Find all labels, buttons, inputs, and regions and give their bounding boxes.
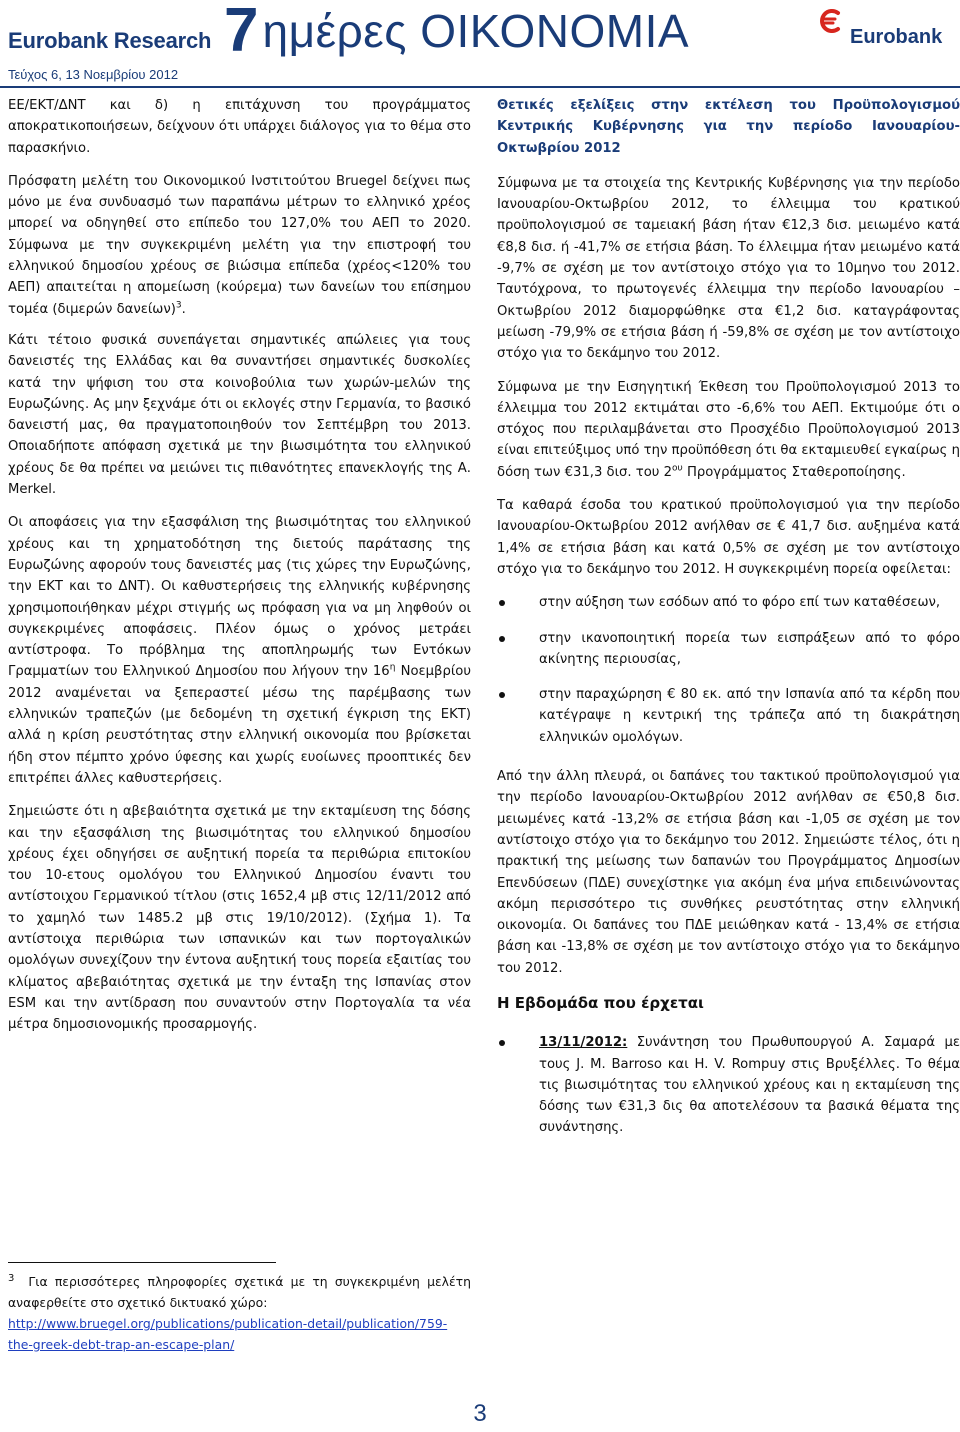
agenda-item: 13/11/2012: Συνάντηση του Πρωθυπουργού Α. Σαμαρά με τους J. M. Barroso και H. V. Rompuy στις Βρυξέλλες. Το θέμα τις βιωσιμότητας του ελληνικού χρέους και η εκταμίευση της δόσης των €31,3 δις θα αποτελέσουν τα βασικά θέματα της συνάντησης. — [497, 1032, 960, 1138]
footnote-rule — [8, 1262, 276, 1263]
bullet-icon — [499, 1040, 505, 1046]
eurobank-logo — [806, 4, 956, 60]
footnote-ref: 3 — [175, 300, 182, 311]
eurobank-logo-icon — [816, 6, 846, 36]
week-ahead-heading: Η Εβδομάδα που έρχεται — [497, 993, 704, 1012]
left-column — [8, 95, 471, 1047]
footnote-link[interactable]: http://www.bruegel.org/publications/publication-detail/publication/759-the-greek-debt-trap-an-escape-plan/ — [8, 1316, 448, 1353]
issue-date: Τεύχος 6, 13 Νοεμβρίου 2012 — [8, 67, 179, 82]
budget-heading: Θετικές εξελίξεις στην εκτέλεση του Προϋπολογισμού Κεντρικής Κυβέρνησης για την περίοδο Ιανουαρίου-Οκτωβρίου 2012 — [497, 98, 960, 156]
right-paragraph-4: Από την άλλη πλευρά, οι δαπάνες του τακτικού προϋπολογισμού για την περίοδο Ιανουαρίου-Οκτωβρίου 2012 ανήλθαν σε €50,8 δισ. μειωμένες κατά -13,2% σε ετήσια βάση και -1,05 σε σχέση με τον αντίστοιχο στόχο για το δεκάμηνο του 2012. Σημειώστε τέλος, ότι η πρακτική της μείωσης των δαπανών του Προγράμματος Δημοσίων Επενδύσεων (ΠΔΕ) συνεχίστηκε για ακόμη ένα μήνα επιδεινώνοντας ακόμη περισσότερο τις συνθήκες ρευστότητας στην ελληνική οικονομία. Οι δαπάνες του ΠΔΕ μειώθηκαν κατά - 13,4% σε ετήσια βάση και -13,8% σε σχέση με τον αντίστοιχο στόχο για το δεκάμηνο του 2012. — [497, 769, 960, 976]
list-item: στην ικανοποιητική πορεία των εισπράξεων από το φόρο ακίνητης περιουσίας, — [497, 628, 960, 671]
bullet-icon — [499, 600, 505, 606]
footnote — [8, 1268, 471, 1355]
list-item: στην παραχώρηση € 80 εκ. από την Ισπανία από τα κέρδη που κατέγραψε η κεντρική της τράπεζα από τη διακράτηση ελληνικών ομολόγων. — [497, 684, 960, 748]
right-paragraph-3: Τα καθαρά έσοδα του κρατικού προϋπολογισμού για την περίοδο Ιανουαρίου-Οκτωβρίου 2012 ανήλθαν σε € 41,7 δισ. αυξημένα κατά 1,4% σε ετήσια βάση και κατά 0,5% σε σχέση με τον αντίστοιχο στόχο για το δεκάμηνο του 2012. Η συγκεκριμένη πορεία οφείλεται: — [497, 498, 960, 577]
footnote-number: 3 — [8, 1273, 15, 1284]
page-header — [0, 0, 960, 90]
footnote-text: Για περισσότερες πληροφορίες σχετικά με τη συγκεκριμένη μελέτη αναφερθείτε στο σχετικό δικτυακό χώρο: — [8, 1274, 471, 1311]
right-paragraph-2: Σύμφωνα με την Εισηγητική Έκθεση του Προϋπολογισμού 2013 το έλλειμμα του 2012 εκτιμάται στο -6,6% του ΑΕΠ. Εκτιμούμε ότι ο στόχος που περιλαμβάνεται στο Προσχέδιο Προϋπολογισμού 2013 είναι επιτεύξιμος υπό την προϋπόθεση ότι θα εκταμιευθεί εγκαίρως η δόση των €31,3 δισ. του $2^{o\upsilon}$ Προγράμματος Σταθεροποίησης. — [497, 379, 960, 480]
revenue-reasons-list — [497, 592, 960, 748]
masthead-words: ημέρες ΟΙΚΟΝΟΜΙΑ — [262, 5, 690, 57]
header-rule — [0, 86, 960, 88]
eurobank-logo-text: Eurobank — [850, 26, 943, 48]
masthead-title — [224, 0, 690, 65]
right-column — [497, 95, 960, 1157]
bullet-icon — [499, 636, 505, 642]
list-item: στην αύξηση των εσόδων από το φόρο επί των καταθέσεων, — [497, 592, 960, 613]
left-paragraph-3: Κάτι τέτοιο φυσικά συνεπάγεται σημαντικές απώλειες για τους δανειστές της Ελλάδας και θα συναντήσει σημαντικές δυσκολίες κατά την ψήφιση του στα κοινοβούλια των χωρών-μελών της Ευρωζώνης. Ας μην ξεχνάμε ότι οι εκλογές στην Γερμανία, το βασικό δανειστή μας, θα πραγματοποιηθούν τον Σεπτέμβρη του 2013. Οποιαδήποτε απόφαση σχετικά με την βιωσιμότητα του ελληνικού χρέους δε θα πρέπει να μειώνει τις πιθανότητες επανεκλογής της Α. Merkel. — [8, 332, 471, 498]
left-paragraph-4: Οι αποφάσεις για την εξασφάλιση της βιωσιμότητας του ελληνικού χρέους και τη χρηματοδότηση της διετούς παράτασης της Ευρωζώνης αφορούν τους δανειστές μας (τις χώρες την Ευρωζώνης, την ΕΚΤ και το ΔΝΤ). Οι καθυστερήσεις της ελληνικής κυβέρνησης χρησιμοποιήθηκαν μέχρι στιγμής ως πρόφαση για να μη ληφθούν οι συγκεκριμένες αποφάσεις. Πλέον όμως ο χρόνος μετράει αντίστροφα. Το πρόβλημα της αποπληρωμής των Εντόκων Γραμματίων του Ελληνικού Δημοσίου που λήγουν την $16^\eta$ Νοεμβρίου 2012 αναμένεται να ξεπεραστεί μέσω της παρέμβασης των ελληνικών τραπεζών (με δεδομένη τη σχετική έγκριση της ΕΚΤ) αλλά η κρίση ρευστότητας στην ελληνική οικονομία που βρίσκεται ήδη στον πέμπτο χρόνο ύφεσης και χωρίς ευοίωνες προοπτικές δεν επιτρέπει άλλες καθυστερήσεις. — [8, 515, 472, 786]
left-paragraph-2: Πρόσφατη μελέτη του Οικονομικού Ινστιτούτου Bruegel δείχνει πως μόνο με ένα συνδυασμό των παραπάνω μέτρων το ελληνικό χρέος μπορεί να οδηγηθεί στο επίπεδο του 127,0% του ΑΕΠ το 2020. Σύμφωνα με την συγκεκριμένη μελέτη για την επιστροφή του ελληνικού δημοσίου χρέους σε βιώσιμα επίπεδα (χρέος<120% του ΑΕΠ) απαιτείται η απομείωση (κούρεμα) των δανείων του επίσημου τομέα (διμερών δανείων)$^3$. — [8, 173, 471, 317]
masthead-number: 7 — [224, 0, 259, 65]
page-number: 3 — [473, 1400, 487, 1427]
right-paragraph-1: Σύμφωνα με τα στοιχεία της Κεντρικής Κυβέρνησης για την περίοδο Ιανουαρίου-Οκτωβρίου 2012, το έλλειμμα του κρατικού προϋπολογισμού σε ταμειακή βάση ήταν €12,3 δισ. μειωμένο κατά €8,8 δισ. ή -41,7% σε ετήσια βάση. Το έλλειμμα ήταν μειωμένο κατά -9,7% σε σχέση με τον αντίστοιχο στόχο για το 10μηνο του 2012. Ταυτόχρονα, το πρωτογενές έλλειμμα την περίοδο Ιανουαρίου – Οκτωβρίου 2012 διαμορφώθηκε στα €1,2 δισ. καταγράφοντας μείωση -79,9% σε ετήσια βάση ή -59,8% σε σχέση με τον αντίστοιχο στόχο για το δεκάμηνο του 2012. — [497, 175, 960, 362]
eurobank-research-title: Eurobank Research — [8, 28, 212, 53]
left-paragraph-5: Σημειώστε ότι η αβεβαιότητα σχετικά με την εκταμίευση της δόσης και την εξασφάλιση της βιωσιμότητας του ελληνικού δημοσίου χρέους έχει οδηγήσει σε αυξητική πορεία τα περιθώρια επιτοκίου του 10-ετους ομολόγου του Ελληνικού Δημοσίου έναντι του αντίστοιχου Γερμανικού τίτλου (στις 1652,4 μβ στις 12/11/2012 από το χαμηλό των 1485.2 μβ στις 19/10/2012). (Σχήμα 1). Τα αντίστοιχα περιθώρια των ισπανικών και των πορτογαλικών ομολόγων συνεχίζουν την έντονα αυξητική τους πορεία εξαιτίας του κλίματος αβεβαιότητας σχετικά με την ένταξη της Ισπανίας στον ESM και την αντίδραση που συναντούν στην Πορτογαλία τα νέα μέτρα δημοσιονομικής προσαρμογής. — [8, 804, 471, 1033]
agenda-list — [497, 1032, 960, 1138]
bullet-icon — [499, 692, 505, 698]
left-paragraph-1: ΕΕ/ΕΚΤ/ΔΝΤ και δ) η επιτάχυνση του προγράμματος αποκρατικοποιήσεων, δείχνουν ότι υπάρχει διάλογος για το θέμα στο παρασκήνιο. — [8, 98, 471, 156]
agenda-date: 13/11/2012: — [539, 1035, 628, 1051]
